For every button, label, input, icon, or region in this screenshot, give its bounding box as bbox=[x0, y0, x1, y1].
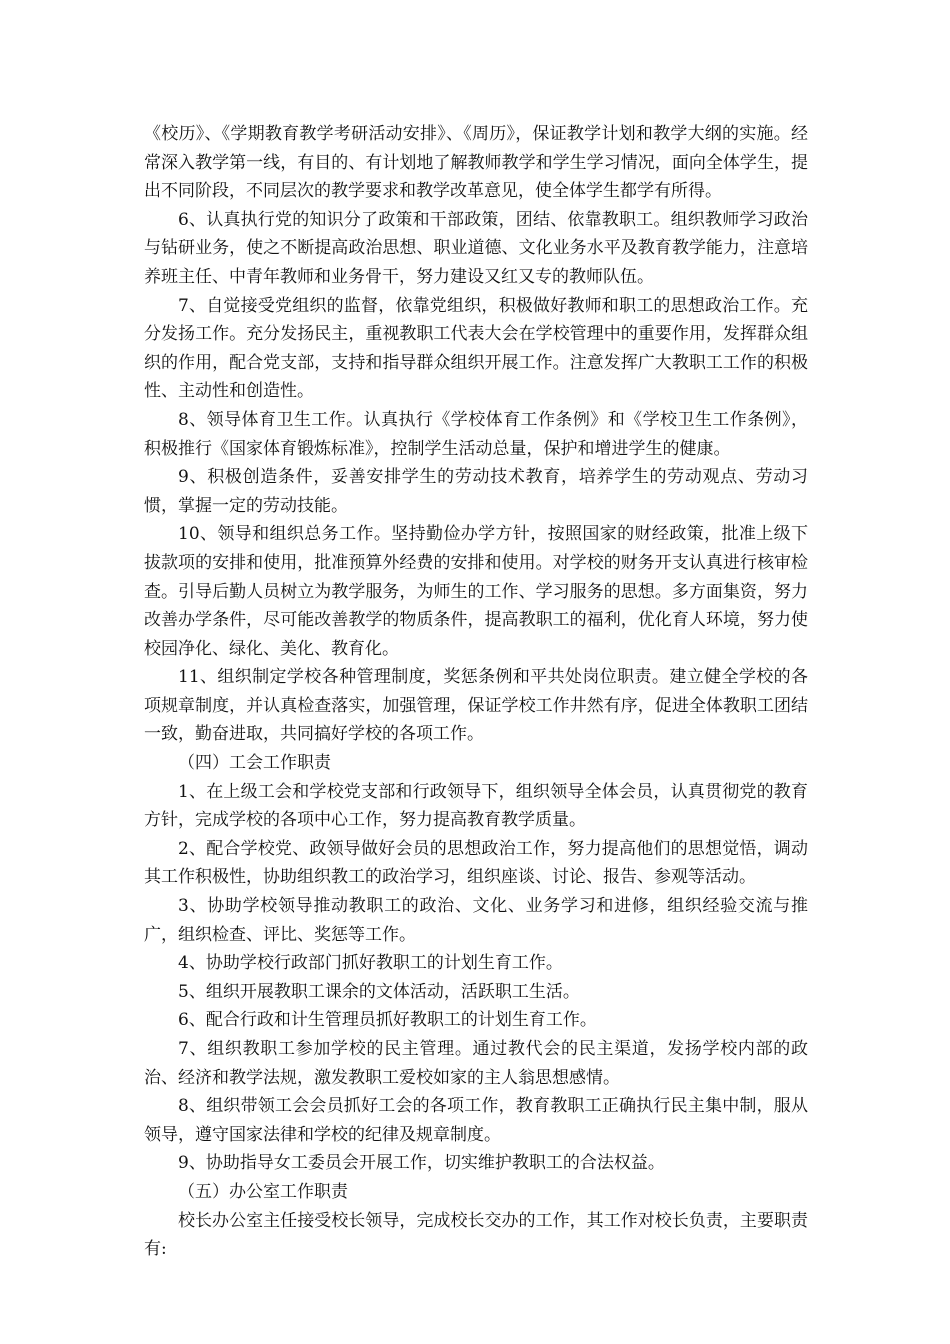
section-heading-office: （五）办公室工作职责 bbox=[178, 1181, 348, 1202]
union-item-1: 1、在上级工会和学校党支部和行政领导下，组织领导全体会员，认真贯彻党的教育方针，完成学校的各项中心工作，努力提高教育教学质量。 bbox=[144, 781, 808, 831]
document-page bbox=[144, 120, 808, 1264]
union-item-9: 9、协助指导女工委员会开展工作，切实维护教职工的合法权益。 bbox=[178, 1153, 665, 1174]
paragraph-item-6: 6、认真执行党的知识分了政策和干部政策，团结、依靠教职工。组织教师学习政治与钻研业务，使之不断提高政治思想、职业道德、文化业务水平及教育教学能力，注意培养班主任、中青年教师和业务骨干，努力建设又红又专的教师队伍。 bbox=[144, 209, 808, 287]
paragraph-item-10: 10、领导和组织总务工作。坚持勤俭办学方针，按照国家的财经政策，批准上级下拔款项的安排和使用，批准预算外经费的安排和使用。对学校的财务开支认真进行核审检查。引导后勤人员树立为教学服务，为师生的工作、学习服务的思想。多方面集资，努力改善办学条件，尽可能改善教学的物质条件，提高教职工的福利，优化育人环境，努力使校园净化、绿化、美化、教育化。 bbox=[144, 524, 808, 659]
paragraph-continuation: 《校历》、《学期教育教学考研活动安排》、《周历》，保证教学计划和教学大纲的实施。经常深入教学第一线，有目的、有计划地了解教师教学和学生学习情况，面向全体学生，提出不同阶段，不同层次的教学要求和教学改革意见，使全体学生都学有所得。 bbox=[144, 124, 808, 202]
union-item-7: 7、组织教职工参加学校的民主管理。通过教代会的民主渠道，发扬学校内部的政治、经济和教学法规，激发教职工爱校如家的主人翁思想感情。 bbox=[144, 1039, 808, 1088]
union-item-8: 8、组织带领工会会员抓好工会的各项工作，教育教职工正确执行民主集中制，服从领导，遵守国家法律和学校的纪律及规章制度。 bbox=[144, 1096, 808, 1145]
paragraph-item-8: 8、领导体育卫生工作。认真执行《学校体育工作条例》和《学校卫生工作条例》，积极推行《国家体育锻炼标准》，控制学生活动总量，保护和增进学生的健康。 bbox=[144, 409, 808, 459]
paragraph-item-9: 9、积极创造条件，妥善安排学生的劳动技术教育，培养学生的劳动观点、劳动习惯，掌握一定的劳动技能。 bbox=[144, 467, 808, 516]
office-intro: 校长办公室主任接受校长领导，完成校长交办的工作，其工作对校长负责，主要职责有: bbox=[144, 1210, 808, 1260]
union-item-5: 5、组织开展教职工课余的文体活动，活跃职工生活。 bbox=[178, 981, 580, 1002]
section-heading-union: （四）工会工作职责 bbox=[178, 753, 331, 774]
union-item-4: 4、协助学校行政部门抓好教职工的计划生育工作。 bbox=[178, 953, 563, 974]
union-item-3: 3、协助学校领导推动教职工的政治、文化、业务学习和进修，组织经验交流与推广，组织检查、评比、奖惩等工作。 bbox=[144, 896, 808, 945]
paragraph-item-11: 11、组织制定学校各种管理制度，奖惩条例和平共处岗位职责。建立健全学校的各项规章制度，并认真检查落实，加强管理，保证学校工作井然有序，促进全体教职工团结一致，勤奋进取，共同搞好学校的各项工作。 bbox=[144, 667, 808, 745]
paragraph-item-7: 7、自觉接受党组织的监督，依靠党组织，积极做好教师和职工的思想政治工作。充分发扬工作。充分发扬民主，重视教职工代表大会在学校管理中的重要作用，发挥群众组织的作用，配合党支部，支持和指导群众组织开展工作。注意发挥广大教职工工作的积极性、主动性和创造性。 bbox=[144, 295, 808, 402]
union-item-6: 6、配合行政和计生管理员抓好教职工的计划生育工作。 bbox=[178, 1010, 597, 1031]
union-item-2: 2、配合学校党、政领导做好会员的思想政治工作，努力提高他们的思想觉悟，调动其工作积极性，协助组织教工的政治学习，组织座谈、讨论、报告、参观等活动。 bbox=[144, 838, 808, 888]
